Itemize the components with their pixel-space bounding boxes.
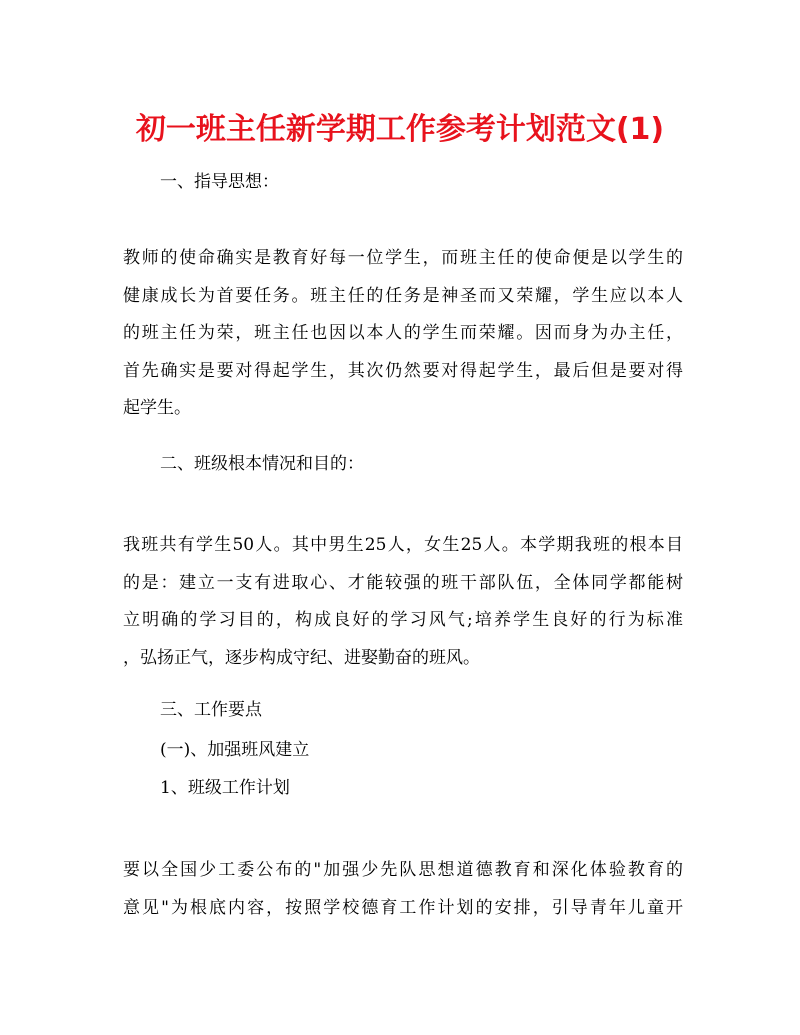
subsection-heading-work-plan: 1、班级工作计划 [160, 778, 290, 798]
section-heading-guiding-thought: 一、指导思想： [160, 172, 279, 192]
paragraph-line: 要以全国少工委公布的"加强少先队思想道德教育和深化体验教育的 [123, 860, 683, 880]
paragraph-line: ，弘扬正气，逐步构成守纪、进娶勤奋的班风。 [123, 647, 480, 668]
paragraph-line: 立明确的学习目的，构成良好的学习风气;培养学生良好的行为标准 [123, 610, 683, 630]
section-heading-work-points: 三、工作要点 [160, 700, 262, 720]
paragraph-line: 起学生。 [123, 398, 191, 418]
section-heading-class-situation: 二、班级根本情况和目的： [160, 454, 364, 474]
paragraph-line: 健康成长为首要任务。班主任的任务是神圣而又荣耀，学生应以本人 [123, 285, 683, 306]
paragraph-guiding-thought [123, 240, 683, 428]
paragraph-line: 首先确实是要对得起学生，其次仍然要对得起学生，最后但是要对得 [123, 360, 683, 381]
paragraph-line: 教师的使命确实是教育好每一位学生，而班主任的使命便是以学生的 [123, 248, 683, 268]
subsection-heading-class-style: (一)、加强班风建立 [160, 740, 310, 760]
document-title: 初一班主任新学期工作参考计划范文(1) [135, 112, 665, 147]
paragraph-line: 我班共有学生50人。其中男生25人，女生25人。本学期我班的根本目 [123, 535, 683, 555]
paragraph-class-situation [123, 527, 683, 677]
paragraph-line: 的是：建立一支有进取心、才能较强的班干部队伍，全体同学都能树 [123, 572, 683, 593]
paragraph-line: 意见"为根底内容，按照学校德育工作计划的安排，引导青年儿童开 [123, 897, 683, 918]
paragraph-work-plan [123, 852, 683, 927]
paragraph-line: 的班主任为荣，班主任也因以本人的学生而荣耀。因而身为办主任， [123, 323, 683, 343]
